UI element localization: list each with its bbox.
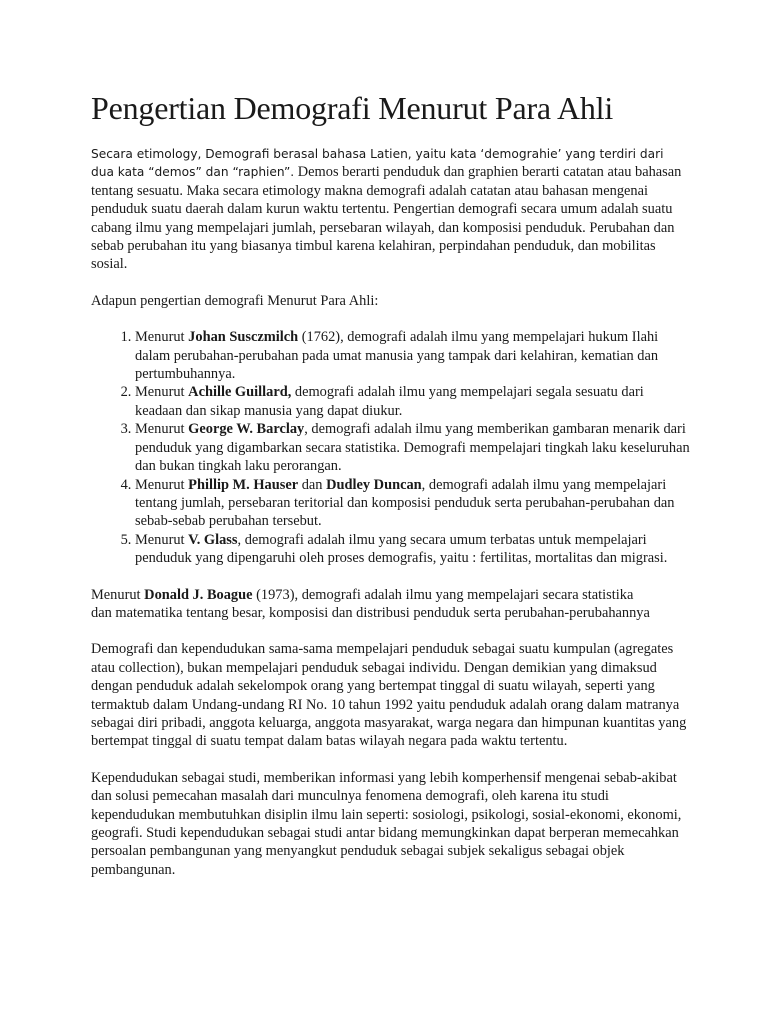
list-item: 3. Menurut George W. Barclay, demografi adalah ilmu yang memberikan gambaran menarik dari penduduk yang digambarkan secara statistika. Demografi mempelajari tingkah laku keseluruhan dan bukan tingkah laku perorangan. [135, 420, 691, 475]
expert-name: Johan Susczmilch [188, 329, 299, 346]
intro-line-1: Secara etimology, Demografi berasal bahasa Latien, yaitu kata ‘demograhie’ yang terdiri dari [91, 147, 664, 161]
expert-name-2: Dudley Duncan [326, 476, 422, 493]
population-paragraph: Demografi dan kependudukan sama-sama mempelajari penduduk sebagai suatu kumpulan (agregates atau collection), bukan mempelajari penduduk sebagai individu. Dengan demikian yang dimaksud dengan penduduk adalah sekelompok orang yang bertempat tinggal di suatu wilayah, seperti yang termaktub dalam Undang-undang RI No. 10 tahun 1992 yaitu penduduk adalah orang dalam matranya sebagai diri pribadi, anggota keluarga, anggota masyarakat, warga negara dan himpunan kuantitas yang bertempat tinggal di suatu tempat dalam batas wilayah negara pada waktu tertentu. [91, 641, 687, 750]
document-page [91, 88, 691, 879]
list-item: 2. Menurut Achille Guillard, demografi adalah ilmu yang mempelajari segala sesuatu dari keadaan dan sikap manusia yang dapat diukur. [135, 383, 691, 420]
boague-paragraph: Menurut Donald J. Boague (1973), demografi adalah ilmu yang mempelajari secara statistika dan matematika tentang besar, komposisi dan distribusi penduduk serta perubahan-perubahannya [91, 586, 650, 621]
expert-name: Phillip M. Hauser [188, 476, 299, 493]
expert-list [91, 328, 691, 567]
intro-line-2: dua kata “demos” dan “raphien”. [91, 165, 295, 180]
list-intro: Adapun pengertian demografi Menurut Para Ahli: [91, 292, 379, 309]
study-paragraph: Kependudukan sebagai studi, memberikan informasi yang lebih komperhensif mengenai sebab-akibat dan solusi pemecahan masalah dari munculnya fenomena demografi, oleh karena itu studi kependudukan membutuhkan disiplin ilmu lain seperti: sosiologi, psikologi, sosial-ekonomi, ekonomi, geografi. Studi kependudukan sebagai studi antar bidang memungkinkan dapat berperan memecahkan persoalan pembangunan yang menyangkut penduduk sebagai subjek sekaligus sebagai objek pembangunan. [91, 769, 682, 878]
expert-name: Achille Guillard, [188, 384, 292, 401]
page-title: Pengertian Demografi Menurut Para Ahli [91, 90, 614, 126]
list-item: 4. Menurut Phillip M. Hauser dan Dudley Duncan, demografi adalah ilmu yang mempelajari tentang jumlah, persebaran teritorial dan komposisi penduduk serta perubahan-perubahan dan sebab-sebab perubahan tersebut. [135, 476, 691, 531]
expert-name: V. Glass [188, 531, 238, 548]
list-item: 1. Menurut Johan Susczmilch (1762), demografi adalah ilmu yang mempelajari hukum Ilahi dalam perubahan-perubahan pada umat manusia yang tampak dari kelahiran, kematian dan pertumbuhannya. [135, 328, 691, 383]
expert-name: George W. Barclay [188, 421, 305, 438]
intro-rest: Demos berarti penduduk dan graphien berarti catatan atau bahasan tentang sesuatu. Maka secara etimology makna demografi adalah catatan atau bahasan mengenai penduduk suatu daerah dalam kurun waktu tertentu. Pengertian demografi secara umum adalah suatu cabang ilmu yang mempelajari jumlah, persebaran wilayah, dan komposisi penduduk. Perubahan dan sebab perubahan itu yang biasanya timbul karena kelahiran, perpindahan penduduk, dan mobilitas sosial. [91, 164, 682, 273]
intro-paragraph [91, 145, 691, 274]
list-item: 5. Menurut V. Glass, demografi adalah ilmu yang secara umum terbatas untuk mempelajari penduduk yang dipengaruhi oleh proses demografis, yaitu : fertilitas, mortalitas dan migrasi. [135, 531, 691, 568]
expert-name: Donald J. Boague [144, 586, 253, 603]
